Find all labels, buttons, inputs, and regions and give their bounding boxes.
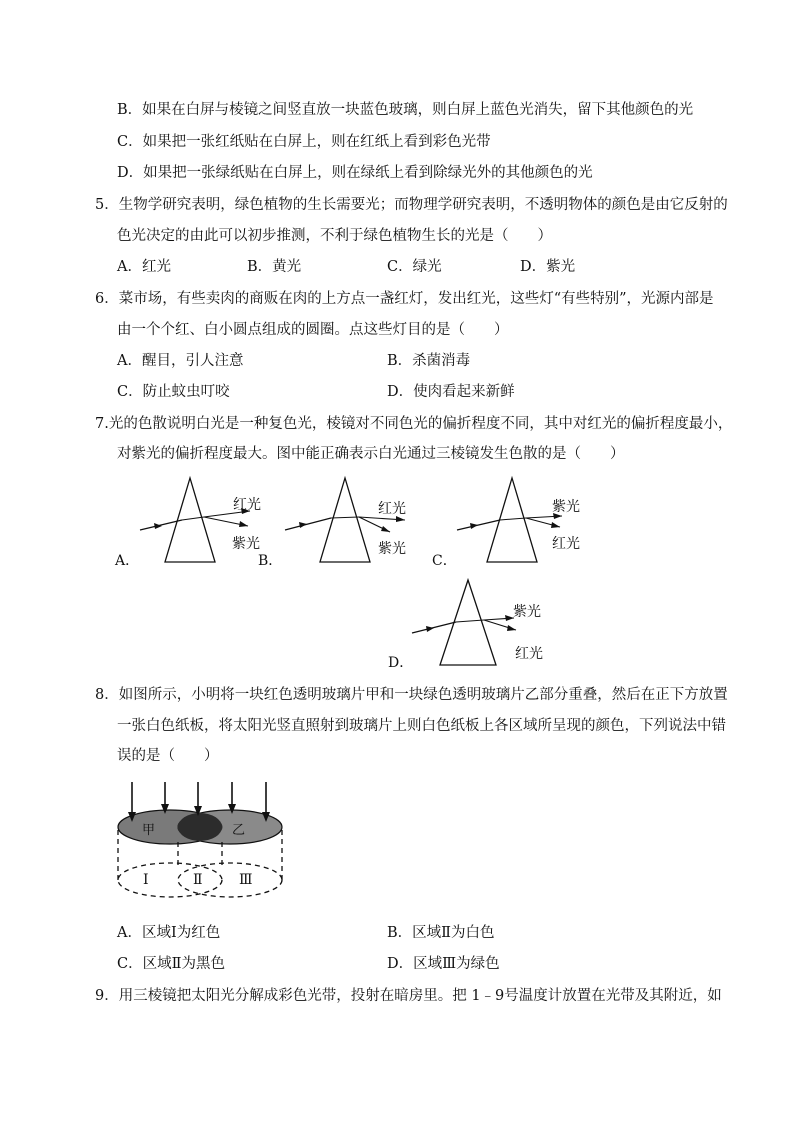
q6-stem-line1: 6．菜市场，有些卖肉的商贩在肉的上方点一盏红灯，发出红光，这些灯“有些特别”，光源内部是 [95,291,714,307]
q6-option-d: D．使肉看起来新鲜 [387,384,515,400]
q4-option-b: B．如果在白屏与棱镜之间竖直放一块蓝色玻璃，则白屏上蓝色光消失，留下其他颜色的光 [117,102,694,118]
q8-region-2-label: Ⅱ [193,872,203,888]
q8-stem-line3: 误的是（ ） [117,748,219,764]
q7-d-top-label: 紫光 [513,604,541,620]
q7-b-bottom-label: 紫光 [378,541,406,557]
q8-stem-line2: 一张白色纸板，将太阳光竖直照射到玻璃片上则白色纸板上各区域所呈现的颜色，下列说法中错 [117,718,726,734]
q7-figure-d [410,575,570,670]
q6-option-c: C．防止蚊虫叮咬 [117,384,230,400]
q7-stem-line1: 7.光的色散说明白光是一种复色光，棱镜对不同色光的偏折程度不同，其中对红光的偏折程度最小， [95,416,733,432]
q8-option-d: D．区域Ⅲ为绿色 [387,956,500,972]
q8-region-3-label: Ⅲ [239,872,253,888]
q9-stem-line1: 9．用三棱镜把太阳光分解成彩色光带，投射在暗房里。把 1﹣9号温度计放置在光带及其附近，如 [95,988,722,1004]
q7-b-letter: B． [258,553,283,569]
q8-stem-line1: 8．如图所示，小明将一块红色透明玻璃片甲和一块绿色透明玻璃片乙部分重叠，然后在正下方放置 [95,687,728,703]
q8-region-1-label: Ⅰ [143,872,149,888]
q7-c-top-label: 紫光 [552,499,580,515]
q6-option-a: A．醒目，引人注意 [117,353,244,369]
q7-a-bottom-label: 紫光 [232,536,260,552]
q8-option-c: C．区域Ⅱ为黑色 [117,956,225,972]
q6-stem-line2: 由一个个红、白小圆点组成的圆圈。点这些灯目的是（ ） [117,322,509,338]
q7-a-top-label: 红光 [233,497,261,513]
q7-stem-line2: 对紫光的偏折程度最大。图中能正确表示白光通过三棱镜发生色散的是（ ） [117,446,625,462]
q7-c-bottom-label: 红光 [552,536,580,552]
q8-option-a: A．区域Ⅰ为红色 [117,925,221,941]
q5-option-d: D．紫光 [520,259,576,275]
q7-b-top-label: 红光 [378,501,406,517]
q7-c-letter: C． [432,553,457,569]
q4-option-c: C．如果把一张红纸贴在白屏上，则在红纸上看到彩色光带 [117,134,491,150]
q4-option-d: D．如果把一张绿纸贴在白屏上，则在绿纸上看到除绿光外的其他颜色的光 [117,165,593,181]
q8-glass-jia-label: 甲 [142,823,156,838]
q8-option-b: B．区域Ⅱ为白色 [387,925,495,941]
q7-d-letter: D． [388,655,414,671]
q7-d-bottom-label: 红光 [515,646,543,662]
q5-stem-line1: 5．生物学研究表明，绿色植物的生长需要光；而物理学研究表明，不透明物体的颜色是由它反射的 [95,197,728,213]
q5-option-b: B．黄光 [247,259,302,275]
q7-a-letter: A． [115,553,140,569]
q6-option-b: B．杀菌消毒 [387,353,471,369]
q5-option-a: A．红光 [117,259,171,275]
q5-stem-line2: 色光决定的由此可以初步推测，不利于绿色植物生长的光是（ ） [117,228,552,244]
q8-glass-yi-label: 乙 [232,823,246,838]
q5-option-c: C．绿光 [387,259,442,275]
